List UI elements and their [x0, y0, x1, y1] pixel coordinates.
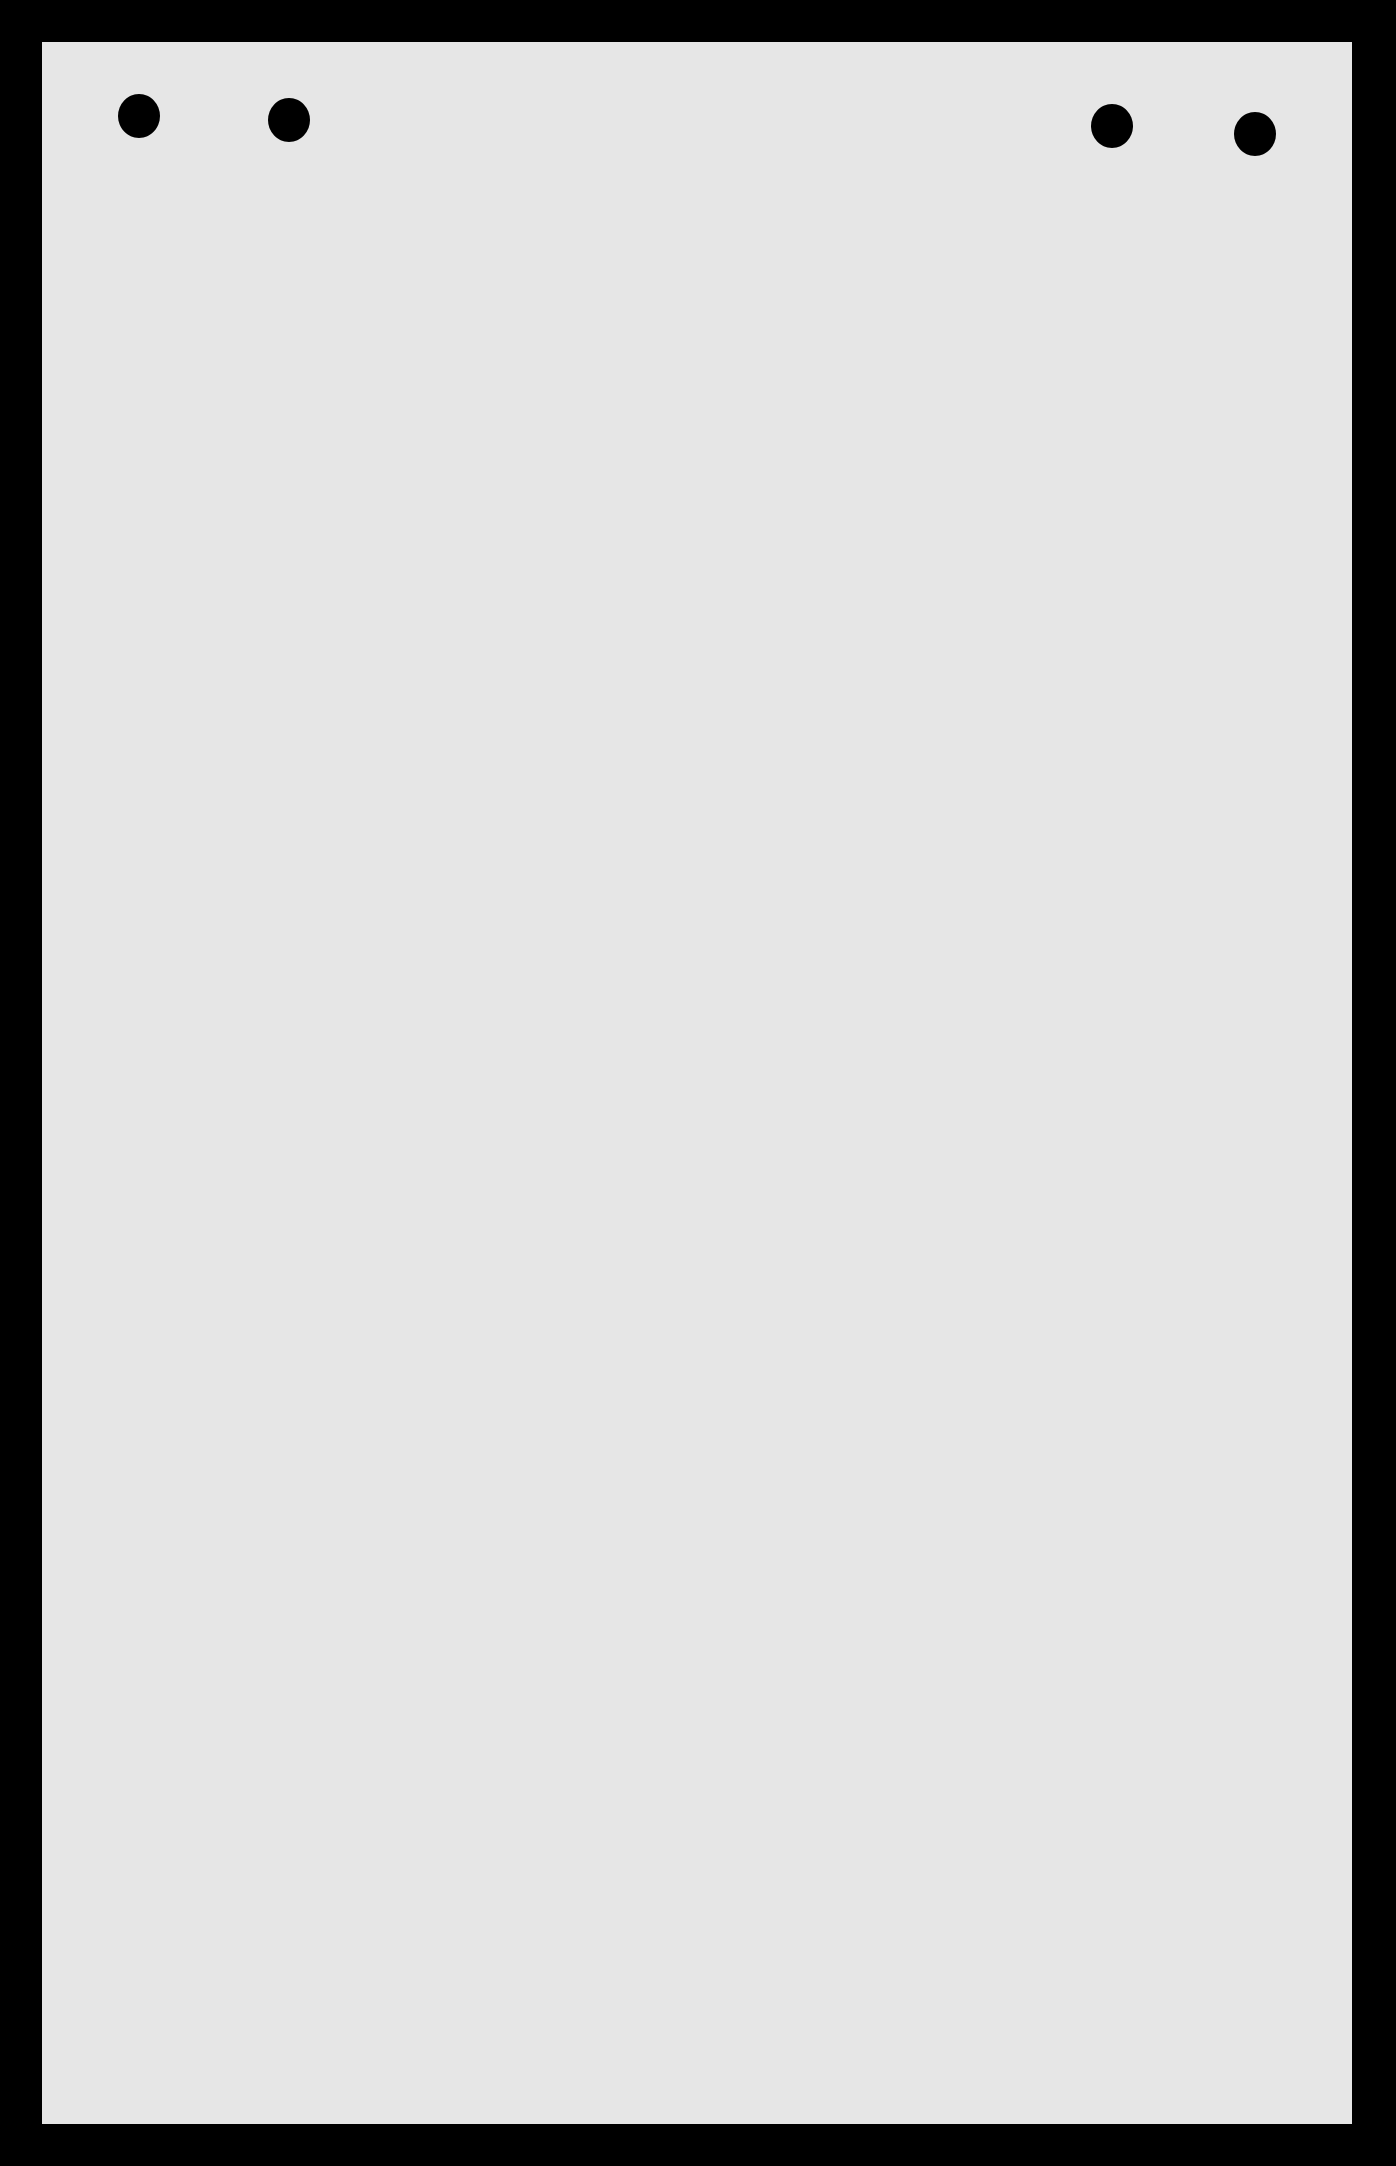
- punch-hole: [1091, 104, 1133, 148]
- punch-hole: [1234, 112, 1276, 156]
- document-page: [42, 42, 1352, 2124]
- punch-hole: [118, 94, 160, 138]
- punch-hole: [268, 98, 310, 142]
